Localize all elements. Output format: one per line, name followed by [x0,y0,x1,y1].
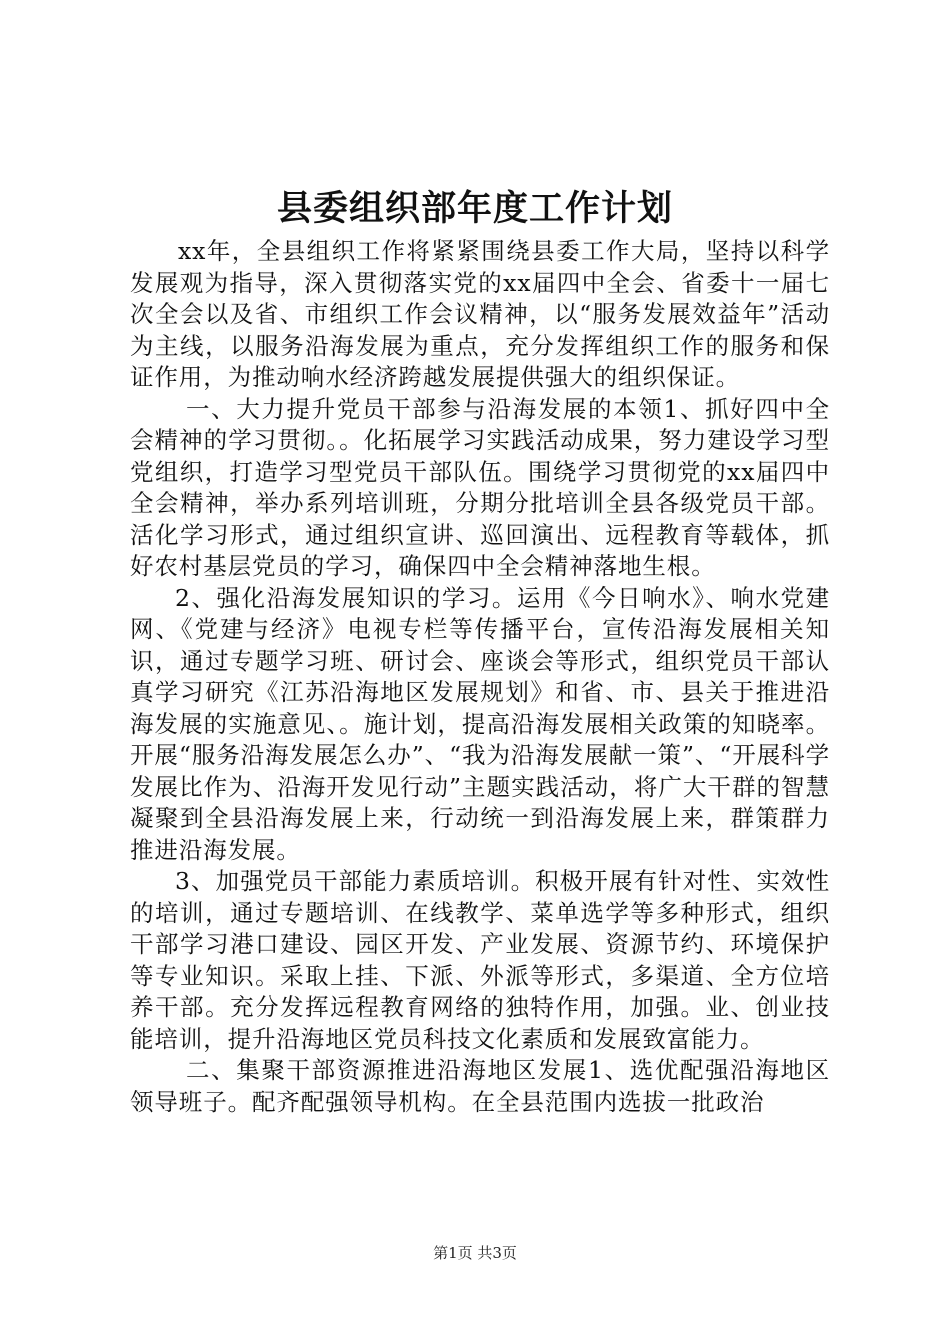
paragraph-section-1: 一、大力提升党员干部参与沿海发展的本领1、抓好四中全会精神的学习贯彻。。化拓展学习实践活动成果，努力建设学习型党组织，打造学习型党员干部队伍。围绕学习贯彻党的xx届四中全会精神，举办系列培训班，分期分批培训全县各级党员干部。活化学习形式，通过组织宣讲、巡回演出、远程教育等载体，抓好农村基层党员的学习，确保四中全会精神落地生根。 [130,394,830,580]
paragraph-section-2: 二、集聚干部资源推进沿海地区发展1、选优配强沿海地区领导班子。配齐配强领导机构。在全县范围内选拔一批政治 [130,1056,830,1116]
paragraph-item-2: 2、强化沿海发展知识的学习。运用《今日响水》、响水党建网、《党建与经济》电视专栏等传播平台，宣传沿海发展相关知识，通过专题学习班、研讨会、座谈会等形式，组织党员干部认真学习研究《江苏沿海地区发展规划》和省、市、县关于推进沿海发展的实施意见、。施计划，提高沿海发展相关政策的知晓率。开展“服务沿海发展怎么办”、“我为沿海发展献一策”、“开展科学发展比作为、沿海开发见行动”主题实践活动，将广大干群的智慧凝聚到全县沿海发展上来，行动统一到沿海发展上来，群策群力推进沿海发展。 [130,583,830,864]
paragraph-item-3: 3、加强党员干部能力素质培训。积极开展有针对性、实效性的培训，通过专题培训、在线教学、菜单选学等多种形式，组织干部学习港口建设、园区开发、产业发展、资源节约、环境保护等专业知识。采取上挂、下派、外派等形式，多渠道、全方位培养干部。充分发挥远程教育网络的独特作用，加强。业、创业技能培训，提升沿海地区党员科技文化素质和发展致富能力。 [130,867,830,1053]
page-title: 县委组织部年度工作计划 [276,188,673,229]
paragraph-intro: xx年，全县组织工作将紧紧围绕县委工作大局，坚持以科学发展观为指导，深入贯彻落实党的xx届四中全会、省委十一届七次全会以及省、市组织工作会议精神，以“服务发展效益年”活动为主线，以服务沿海发展为重点，充分发挥组织工作的服务和保证作用，为推动响水经济跨越发展提供强大的组织保证。 [130,237,830,391]
document-body [130,236,830,1118]
page-number-footer: 第1页 共3页 [433,1244,517,1262]
